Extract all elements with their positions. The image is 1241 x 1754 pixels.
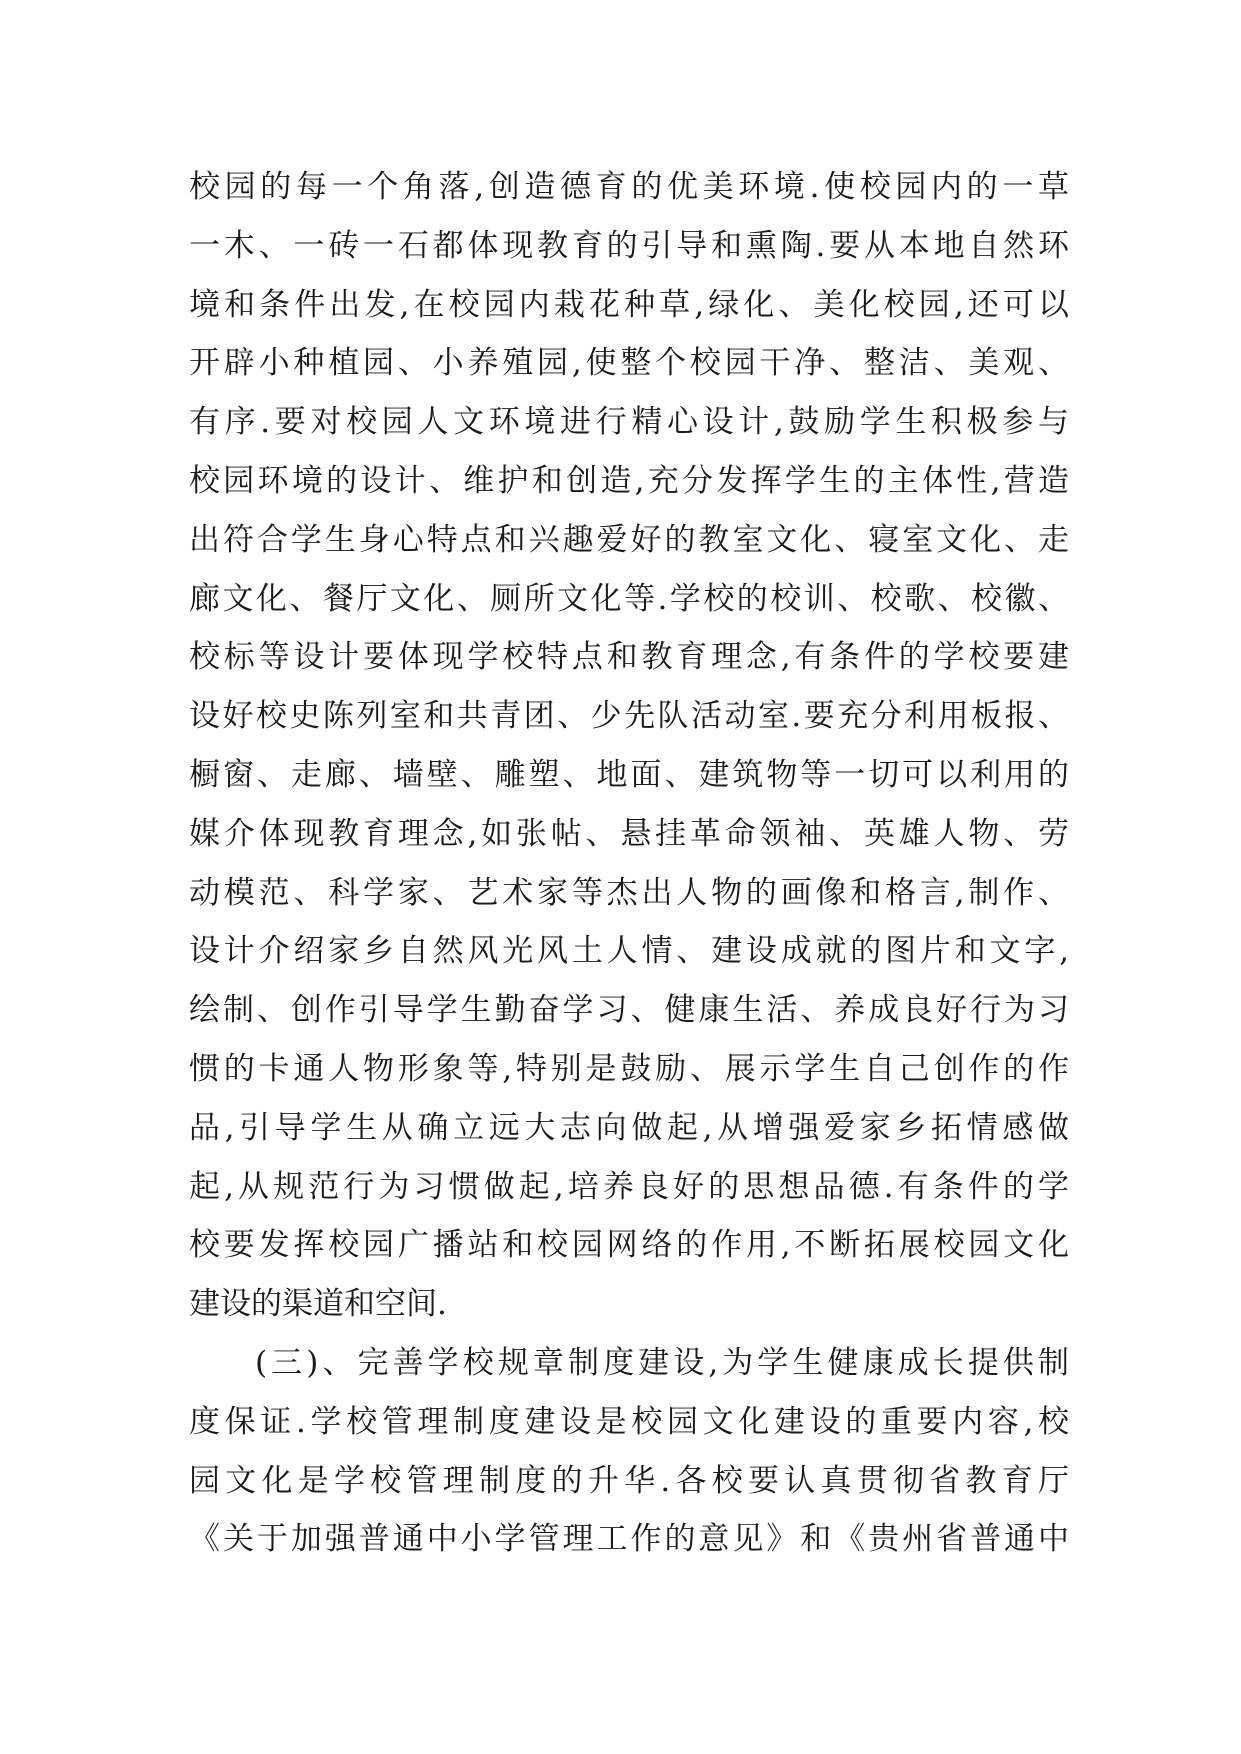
text-line: 绘制、创作引导学生勤奋学习、健康生活、养成良好行为习 bbox=[189, 992, 1069, 1029]
text-line: 廊文化、餐厅文化、厕所文化等.学校的校训、校歌、校徽、 bbox=[189, 580, 1069, 617]
text-line: 园文化是学校管理制度的升华.各校要认真贯彻省教育厅 bbox=[189, 1462, 1069, 1499]
paragraph-end-line: 建设的渠道和空间. bbox=[189, 1286, 447, 1323]
text-line: 出符合学生身心特点和兴趣爱好的教室文化、寝室文化、走 bbox=[189, 521, 1069, 558]
text-line: 设好校史陈列室和共青团、少先队活动室.要充分利用板报、 bbox=[189, 698, 1069, 735]
text-line: 校园的每一个角落,创造德育的优美环境.使校园内的一草 bbox=[189, 169, 1069, 205]
text-line: 度保证.学校管理制度建设是校园文化建设的重要内容,校 bbox=[189, 1403, 1069, 1440]
text-line: 境和条件出发,在校园内栽花种草,绿化、美化校园,还可以 bbox=[189, 286, 1069, 323]
text-line: 校标等设计要体现学校特点和教育理念,有条件的学校要建 bbox=[189, 639, 1069, 676]
text-line: 媒介体现教育理念,如张帖、悬挂革命领袖、英雄人物、劳 bbox=[189, 815, 1069, 852]
text-line: 一木、一砖一石都体现教育的引导和熏陶.要从本地自然环 bbox=[189, 227, 1069, 264]
text-line: 设计介绍家乡自然风光风土人情、建设成就的图片和文字, bbox=[189, 933, 1069, 970]
body-text bbox=[189, 158, 1069, 1569]
text-line: 惯的卡通人物形象等,特别是鼓励、展示学生自己创作的作 bbox=[189, 1050, 1069, 1087]
text-line: 开辟小种植园、小养殖园,使整个校园干净、整洁、美观、 bbox=[189, 345, 1069, 382]
text-line: 起,从规范行为习惯做起,培养良好的思想品德.有条件的学 bbox=[189, 1168, 1069, 1205]
text-line: 校园环境的设计、维护和创造,充分发挥学生的主体性,营造 bbox=[189, 462, 1069, 499]
text-line: 动模范、科学家、艺术家等杰出人物的画像和格言,制作、 bbox=[189, 874, 1069, 911]
text-line: 有序.要对校园人文环境进行精心设计,鼓励学生积极参与 bbox=[189, 404, 1069, 441]
text-line: 品,引导学生从确立远大志向做起,从增强爱家乡拓情感做 bbox=[189, 1109, 1069, 1146]
text-line: 校要发挥校园广播站和校园网络的作用,不断拓展校园文化 bbox=[189, 1227, 1069, 1264]
text-line: 《关于加强普通中小学管理工作的意见》和《贵州省普通中 bbox=[189, 1521, 1069, 1558]
section-heading-line: (三)、完善学校规章制度建设,为学生健康成长提供制 bbox=[255, 1344, 1069, 1381]
text-line: 橱窗、走廊、墙壁、雕塑、地面、建筑物等一切可以利用的 bbox=[189, 756, 1069, 793]
